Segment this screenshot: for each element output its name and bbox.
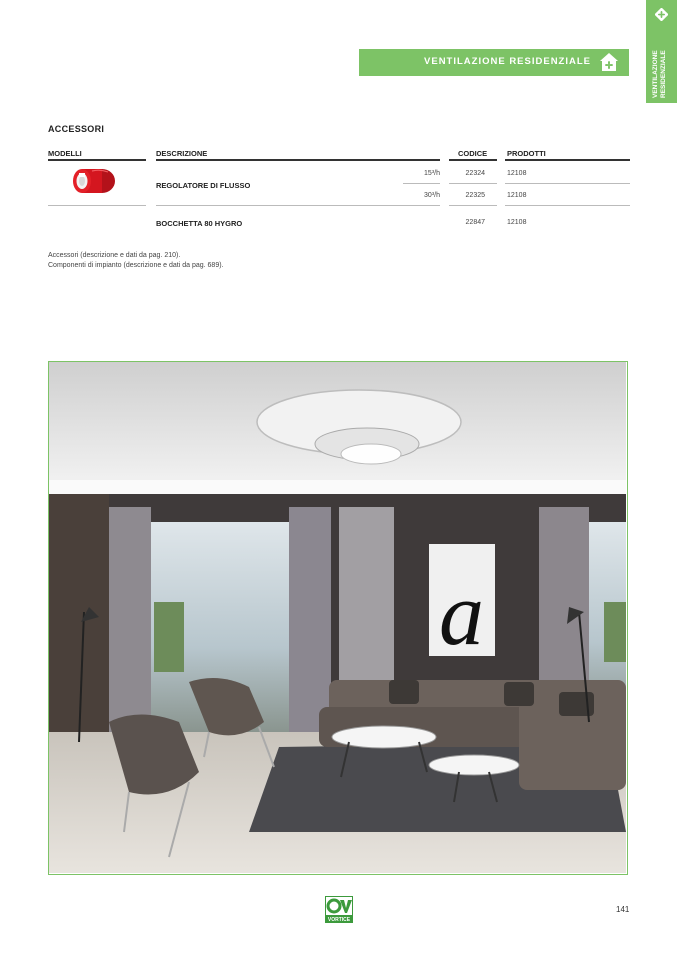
code-value: 22847 [465,219,485,226]
living-room-illustration [49,362,626,873]
header-products: PRODOTTI [507,149,546,158]
header-divider [449,159,497,161]
flow-regulator-image [70,166,120,196]
page-number: 141 [616,905,630,914]
side-tab-label: VENTILAZIONE RESIDENZIALE [652,50,667,98]
house-fan-icon [655,8,668,21]
row-divider [449,205,497,206]
products-value: 12108 [507,170,527,177]
note-accessories: Accessori (descrizione e dati da pag. 210). [48,252,181,259]
flow-value: 30³/h [424,192,440,199]
living-room-photo [48,361,628,875]
header-models: MODELLI [48,149,82,158]
row-description: BOCCHETTA 80 HYGRO [156,219,243,228]
products-value: 12108 [507,219,527,226]
side-tab [646,0,677,103]
code-value: 22325 [465,192,485,199]
row-divider [403,183,440,184]
note-components: Componenti di impianto (descrizione e dati da pag. 689). [48,262,224,269]
row-divider [449,183,497,184]
flow-value: 15³/h [424,170,440,177]
house-fan-icon [599,52,619,72]
svg-text:a: a [439,565,484,664]
header-divider [505,159,630,161]
header-description: DESCRIZIONE [156,149,208,158]
header-divider [156,159,440,161]
row-divider [505,183,630,184]
header-divider [48,159,146,161]
section-banner [359,49,629,76]
products-value: 12108 [507,192,527,199]
code-value: 22324 [465,170,485,177]
header-code: CODICE [458,149,488,158]
section-title: ACCESSORI [48,124,105,134]
row-divider [48,205,146,206]
row-divider [505,205,630,206]
row-divider [156,205,440,206]
row-description: REGOLATORE DI FLUSSO [156,181,251,190]
vortice-logo [325,896,353,923]
logo-text: VORTICE [327,917,351,923]
banner-title: VENTILAZIONE RESIDENZIALE [424,56,591,67]
